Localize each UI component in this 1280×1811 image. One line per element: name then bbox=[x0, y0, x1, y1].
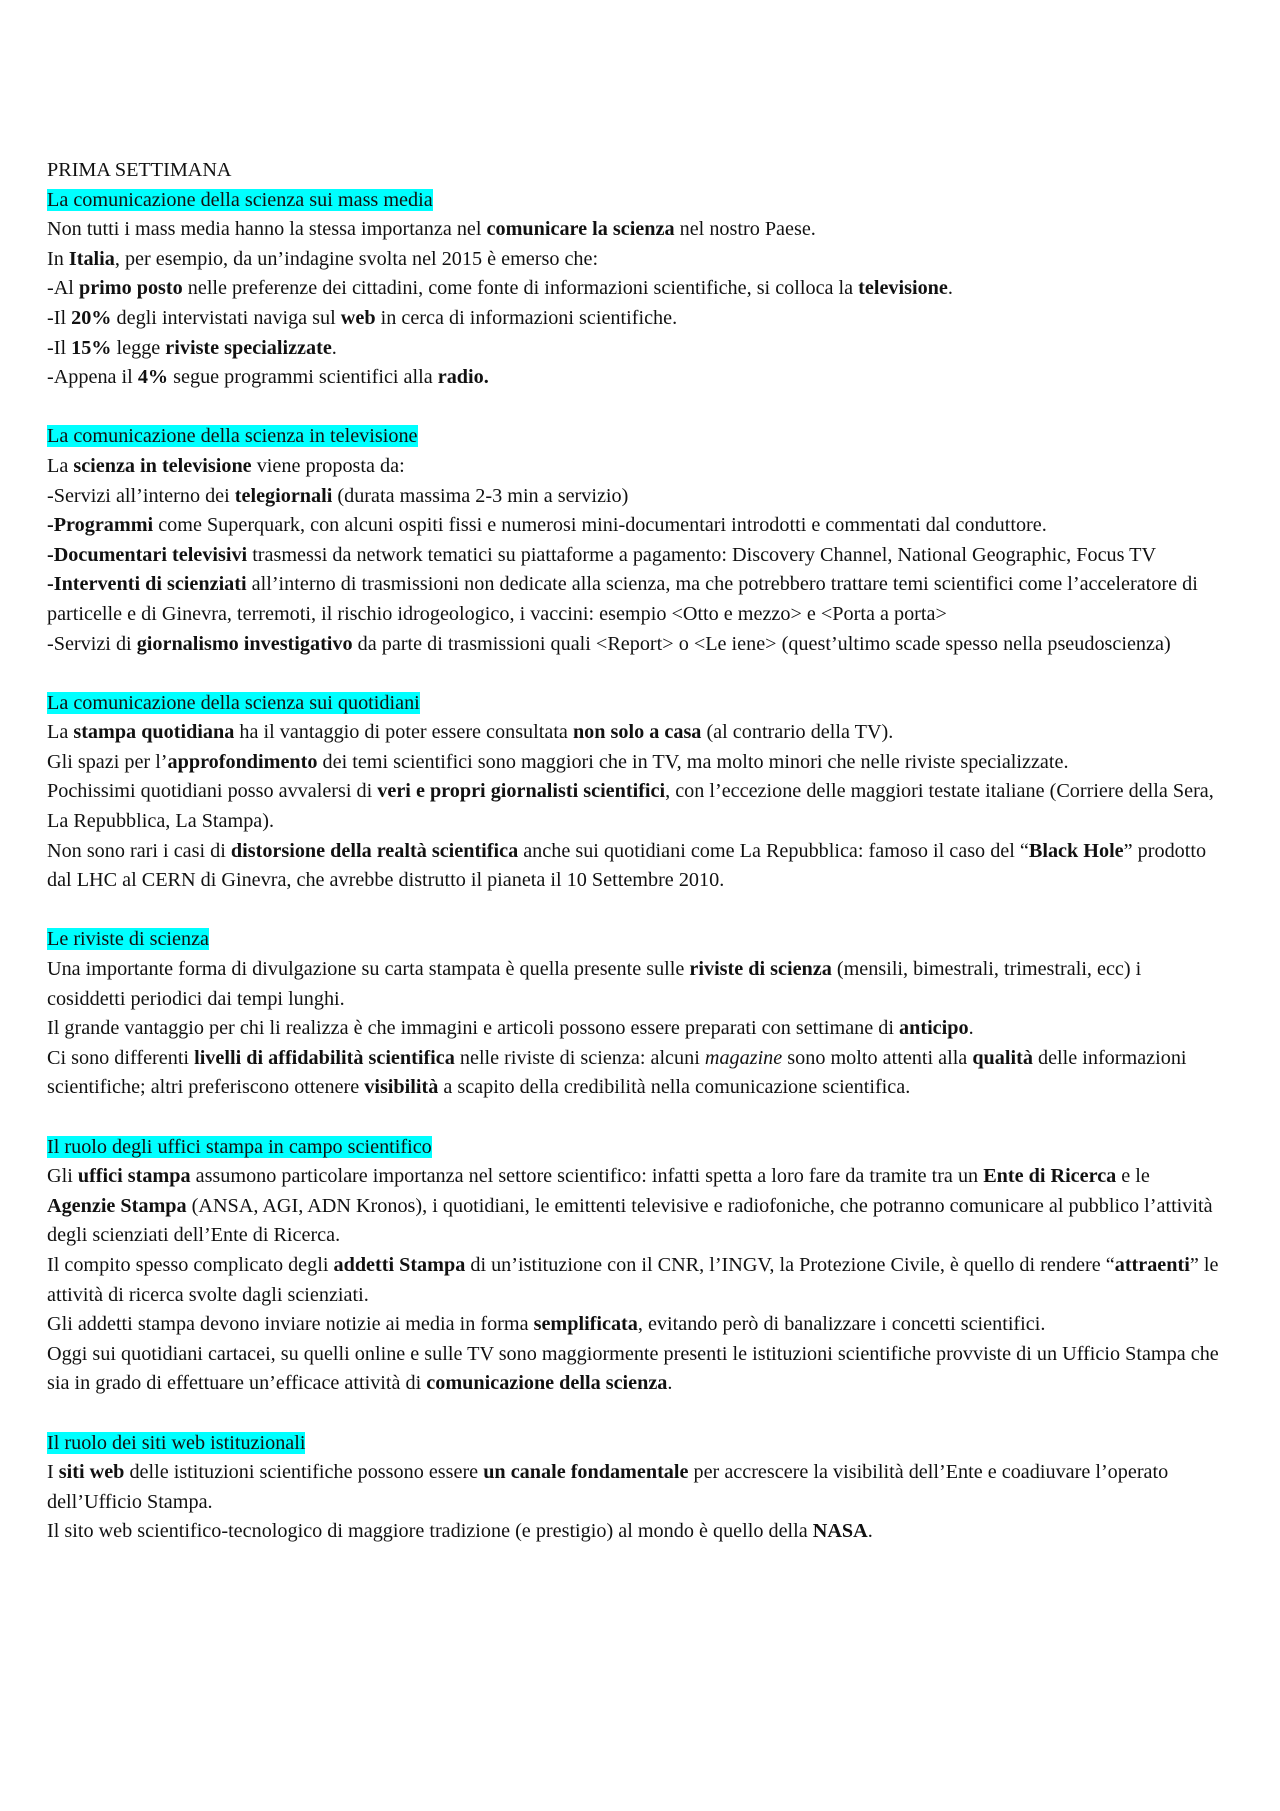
bold-text: uffici stampa bbox=[77, 1165, 191, 1188]
bold-text: qualità bbox=[972, 1046, 1033, 1069]
paragraph bbox=[47, 955, 1220, 1014]
text-run: . bbox=[667, 1372, 673, 1395]
text-run: . bbox=[867, 1520, 873, 1543]
text-run: ” le attività di ricerca svolte dagli scienziati. bbox=[47, 1253, 1219, 1306]
section bbox=[47, 925, 1220, 1103]
bold-text: radio. bbox=[437, 366, 489, 389]
bold-text: Italia bbox=[68, 247, 115, 270]
bold-text: anticipo bbox=[899, 1017, 969, 1040]
text-run: da parte di trasmissioni quali <Report> o <Le iene> (quest’ultimo scade spesso nella pseudoscienza) bbox=[352, 632, 1171, 655]
section-heading bbox=[47, 422, 1220, 452]
section-heading bbox=[47, 925, 1220, 955]
text-run: trasmessi da network tematici su piattaforme a pagamento: Discovery Channel, National Geographic, Focus TV bbox=[247, 543, 1157, 566]
text-run: (durata massima 2-3 min a servizio) bbox=[332, 484, 629, 507]
bold-text: riviste specializzate bbox=[165, 336, 332, 359]
section bbox=[47, 422, 1220, 659]
text-run: -Il bbox=[47, 306, 72, 329]
document-title: PRIMA SETTIMANA bbox=[47, 159, 232, 181]
text-run: nelle riviste di scienza: alcuni bbox=[454, 1046, 705, 1069]
text-run: in cerca di informazioni scientifiche. bbox=[375, 306, 678, 329]
paragraph bbox=[47, 274, 1220, 304]
paragraph bbox=[47, 1044, 1220, 1103]
bold-text: comunicazione della scienza bbox=[426, 1372, 668, 1395]
section-heading-text: Il ruolo degli uffici stampa in campo scientifico bbox=[47, 1135, 432, 1158]
text-run: , con l’eccezione delle maggiori testate italiane (Corriere della Sera, La Repubblica, La Stampa). bbox=[47, 780, 1214, 833]
paragraph bbox=[47, 1251, 1220, 1310]
text-run: -Appena il bbox=[47, 366, 138, 389]
text-run: segue programmi scientifici alla bbox=[168, 366, 438, 389]
section-heading-text: La comunicazione della scienza sui quotidiani bbox=[47, 691, 420, 714]
text-run: di un’istituzione con il CNR, l’INGV, la Protezione Civile, è quello di rendere “ bbox=[465, 1253, 1115, 1276]
text-run: Il sito web scientifico-tecnologico di maggiore tradizione (e prestigio) al mondo è quello della bbox=[47, 1520, 813, 1543]
text-run: I bbox=[47, 1461, 59, 1484]
italic-text: magazine bbox=[704, 1046, 783, 1069]
bold-text: giornalismo investigativo bbox=[136, 632, 353, 655]
text-run: sono molto attenti alla bbox=[782, 1046, 973, 1069]
text-run: per accrescere la visibilità dell’Ente e coadiuvare l’operato dell’Ufficio Stampa. bbox=[47, 1461, 1169, 1513]
paragraph bbox=[47, 304, 1220, 334]
paragraph bbox=[47, 215, 1220, 245]
document-body bbox=[47, 186, 1220, 1547]
bold-text: -Documentari televisivi bbox=[47, 543, 248, 566]
paragraph bbox=[47, 748, 1220, 778]
paragraph bbox=[47, 837, 1220, 896]
bold-text: 20% bbox=[71, 306, 112, 329]
bold-text: -Programmi bbox=[47, 514, 154, 537]
text-run: come Superquark, con alcuni ospiti fissi e numerosi mini-documentari introdotti e commentati dal conduttore. bbox=[153, 514, 1047, 537]
section bbox=[47, 1133, 1220, 1399]
text-run: , per esempio, da un’indagine svolta nel 2015 è emerso che: bbox=[114, 247, 599, 270]
paragraph bbox=[47, 1517, 1220, 1547]
text-run: In bbox=[47, 247, 69, 270]
text-run: Gli addetti stampa devono inviare notizie ai media in forma bbox=[47, 1313, 534, 1336]
bold-text: visibilità bbox=[364, 1076, 439, 1099]
text-run: La bbox=[47, 454, 74, 477]
text-run: . bbox=[947, 277, 953, 300]
bold-text: attraenti bbox=[1114, 1253, 1190, 1276]
paragraph bbox=[47, 541, 1220, 571]
text-run: . bbox=[331, 336, 337, 359]
text-run: -Il bbox=[47, 336, 72, 359]
paragraph bbox=[47, 482, 1220, 512]
text-run: ha il vantaggio di poter essere consultata bbox=[234, 721, 573, 744]
text-run: Oggi sui quotidiani cartacei, su quelli online e sulle TV sono maggiormente presenti le istituzioni scientifiche provviste di un Ufficio Stampa che sia in grado di effettuare un’efficace attività di bbox=[47, 1342, 1219, 1395]
text-run: -Servizi all’interno dei bbox=[47, 484, 235, 507]
section-heading bbox=[47, 1429, 1220, 1459]
paragraph bbox=[47, 1310, 1220, 1340]
section-heading bbox=[47, 689, 1220, 719]
text-run: (ANSA, AGI, ADN Kronos), i quotidiani, le emittenti televisive e radiofoniche, che potranno comunicare al pubblico l’attività degli scienziati dell’Ente di Ricerca. bbox=[47, 1194, 1213, 1247]
section bbox=[47, 1429, 1220, 1547]
text-run: delle istituzioni scientifiche possono essere bbox=[124, 1461, 484, 1484]
paragraph bbox=[47, 630, 1220, 660]
bold-text: Black Hole bbox=[1028, 839, 1124, 862]
section-heading-text: La comunicazione della scienza in televisione bbox=[47, 425, 418, 448]
text-run: Pochissimi quotidiani posso avvalersi di bbox=[47, 780, 378, 803]
paragraph bbox=[47, 777, 1220, 836]
section-heading bbox=[47, 1133, 1220, 1163]
section-heading-text: Il ruolo dei siti web istituzionali bbox=[47, 1431, 306, 1454]
bold-text: Agenzie Stampa bbox=[47, 1194, 187, 1217]
paragraph bbox=[47, 1340, 1220, 1399]
text-run: (mensili, bimestrali, trimestrali, ecc) i cosiddetti periodici dai tempi lunghi. bbox=[47, 958, 1142, 1010]
text-run: anche sui quotidiani come La Repubblica: famoso il caso del “ bbox=[518, 839, 1029, 862]
text-run: degli intervistati naviga sul bbox=[111, 306, 341, 329]
text-run: Non sono rari i casi di bbox=[47, 839, 231, 862]
text-run: nelle preferenze dei cittadini, come fonte di informazioni scientifiche, si colloca la bbox=[182, 277, 859, 300]
paragraph bbox=[47, 511, 1220, 541]
text-run: . bbox=[968, 1017, 974, 1040]
bold-text: scienza in televisione bbox=[73, 454, 252, 477]
text-run: nel nostro Paese. bbox=[674, 218, 816, 241]
bold-text: livelli di affidabilità scientifica bbox=[194, 1046, 455, 1069]
section-heading bbox=[47, 186, 1220, 216]
bold-text: -Interventi di scienziati bbox=[47, 573, 247, 596]
paragraph bbox=[47, 570, 1220, 629]
bold-text: stampa quotidiana bbox=[73, 721, 235, 744]
bold-text: telegiornali bbox=[234, 484, 333, 507]
text-run: -Al bbox=[47, 277, 79, 300]
text-run: Il grande vantaggio per chi li realizza è che immagini e articoli possono essere preparati con settimane di bbox=[47, 1017, 900, 1040]
text-run: viene proposta da: bbox=[251, 454, 405, 477]
text-run: Ci sono differenti bbox=[47, 1046, 195, 1069]
text-run: Non tutti i mass media hanno la stessa importanza nel bbox=[47, 218, 487, 241]
paragraph bbox=[47, 334, 1220, 364]
paragraph bbox=[47, 452, 1220, 482]
section-heading-text: Le riviste di scienza bbox=[47, 928, 209, 951]
text-run: assumono particolare importanza nel settore scientifico: infatti spetta a loro fare da tramite tra un bbox=[190, 1165, 984, 1188]
section bbox=[47, 689, 1220, 896]
section-heading-text: La comunicazione della scienza sui mass media bbox=[47, 188, 433, 211]
text-run: a scapito della credibilità nella comunicazione scientifica. bbox=[438, 1076, 911, 1099]
bold-text: web bbox=[340, 306, 376, 329]
paragraph bbox=[47, 1162, 1220, 1251]
bold-text: 15% bbox=[71, 336, 112, 359]
text-run: e le bbox=[1116, 1165, 1150, 1188]
text-run: legge bbox=[111, 336, 166, 359]
section bbox=[47, 186, 1220, 393]
bold-text: Ente di Ricerca bbox=[983, 1165, 1117, 1188]
paragraph bbox=[47, 1014, 1220, 1044]
text-run: Gli spazi per l’ bbox=[47, 750, 168, 773]
text-run: Una importante forma di divulgazione su carta stampata è quella presente sulle bbox=[47, 958, 690, 981]
text-run: delle informazioni scientifiche; altri preferiscono ottenere bbox=[47, 1046, 1187, 1099]
text-run: all’interno di trasmissioni non dedicate alla scienza, ma che potrebbero trattare temi scientifici come l’acceleratore di particelle e di Ginevra, terremoti, il rischio idrogeologico, i vaccini: esempio <Otto e mezzo> e <Porta a porta> bbox=[47, 573, 1198, 625]
bold-text: semplificata bbox=[533, 1313, 638, 1336]
text-run: (al contrario della TV). bbox=[701, 721, 894, 744]
bold-text: 4% bbox=[137, 366, 169, 389]
text-run: ” prodotto dal LHC al CERN di Ginevra, che avrebbe distrutto il pianeta il 10 Settembre 2010. bbox=[47, 839, 1207, 892]
bold-text: un canale fondamentale bbox=[483, 1461, 689, 1484]
bold-text: non solo a casa bbox=[572, 721, 702, 744]
bold-text: addetti Stampa bbox=[333, 1253, 466, 1276]
text-run: dei temi scientifici sono maggiori che in TV, ma molto minori che nelle riviste specializzate. bbox=[317, 750, 1069, 773]
text-run: Il compito spesso complicato degli bbox=[47, 1253, 334, 1276]
bold-text: comunicare la scienza bbox=[486, 218, 675, 241]
paragraph bbox=[47, 363, 1220, 393]
bold-text: televisione bbox=[858, 277, 948, 300]
bold-text: distorsione della realtà scientifica bbox=[230, 839, 519, 862]
paragraph bbox=[47, 245, 1220, 275]
bold-text: approfondimento bbox=[167, 750, 318, 773]
paragraph bbox=[47, 1458, 1220, 1517]
text-run: Gli bbox=[47, 1165, 78, 1188]
text-run: -Servizi di bbox=[47, 632, 137, 655]
paragraph bbox=[47, 718, 1220, 748]
bold-text: NASA bbox=[812, 1520, 868, 1543]
text-run: , evitando però di banalizzare i concetti scientifici. bbox=[637, 1313, 1046, 1336]
bold-text: veri e propri giornalisti scientifici bbox=[377, 780, 666, 803]
bold-text: riviste di scienza bbox=[689, 958, 832, 981]
bold-text: primo posto bbox=[78, 277, 183, 300]
text-run: La bbox=[47, 721, 74, 744]
bold-text: siti web bbox=[58, 1461, 125, 1484]
